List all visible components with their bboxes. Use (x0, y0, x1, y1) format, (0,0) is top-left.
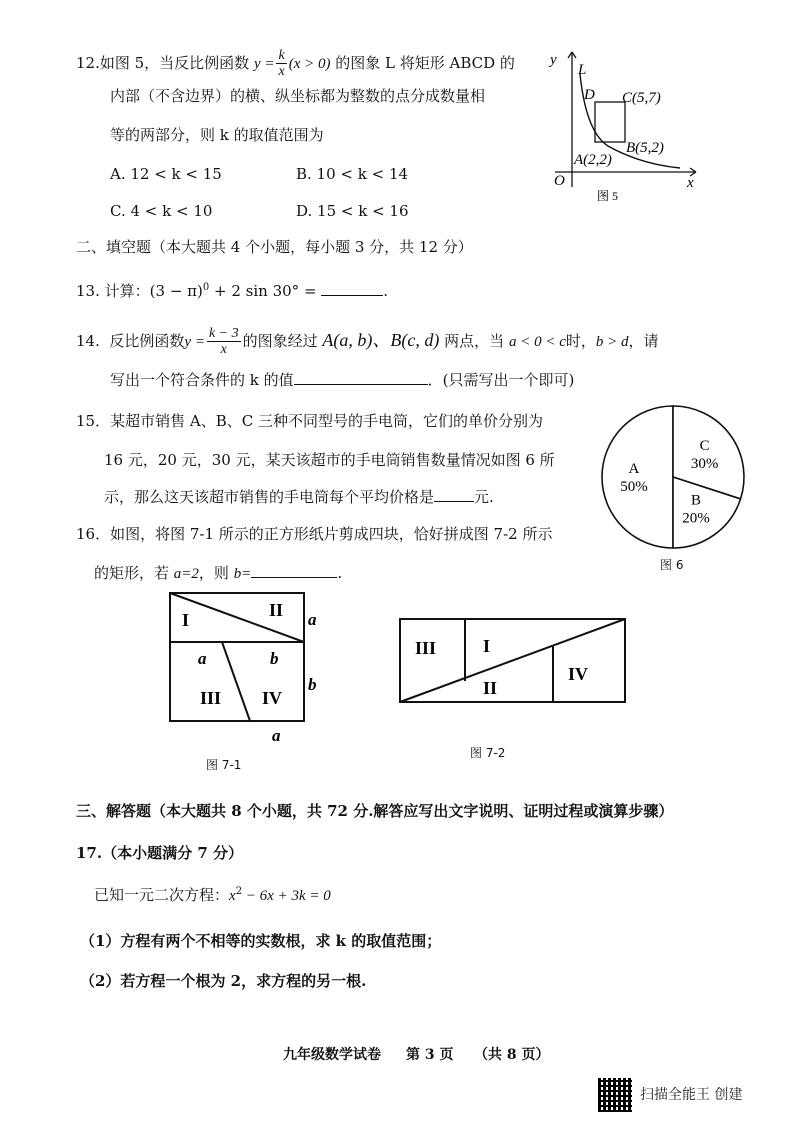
pie-slices (602, 406, 744, 548)
q17-intro: 已知一元二次方程：$x^2 - 6x + 3k = 0$ (94, 886, 331, 904)
figure-7-2 (395, 612, 635, 712)
inner-b-label: b (270, 649, 279, 668)
q17-part-1: （1）方程有两个不相等的实数根，求 k 的取值范围； (80, 932, 442, 950)
figure-7-1-caption: 图 7-1 (206, 758, 242, 772)
piece-iii-label: III (415, 638, 437, 658)
piece-iii-label: III (200, 688, 222, 708)
piece-iv-label: IV (568, 664, 589, 684)
point-b-label: B(5,2) (626, 140, 664, 156)
q16-line1: 16．如图，将图 7-1 所示的正方形纸片剪成四块，恰好拼成图 7-2 所示 (76, 525, 553, 543)
figure-7-1 (160, 588, 340, 748)
pie-category-label-a: A (628, 461, 640, 477)
q13: 13. 计算：$(3 - \pi)^0 + 2$ sin 30° = . (76, 282, 389, 300)
point-c-label: C(5,7) (622, 90, 661, 106)
q14-line2: 写出一个符合条件的 k 的值 ．(只需写出一个即可) (110, 371, 575, 389)
piece-iv-label: IV (262, 688, 283, 708)
q16-line2: 的矩形，若 a=2，则 b= . (94, 564, 343, 582)
q13-answer-blank[interactable] (321, 283, 383, 296)
figure-7-2-caption: 图 7-2 (470, 746, 506, 760)
q15-line2: 16 元，20 元，30 元，某天该超市的手电筒销售数量情况如图 6 所 (104, 451, 555, 469)
q17-header: 17.（本小题满分 7 分） (76, 844, 243, 862)
figure-6-caption: 图 6 (660, 558, 684, 572)
piece-i-label: I (483, 636, 491, 656)
pie-category-label-b: B (690, 492, 701, 509)
piece-ii-label: II (269, 600, 284, 620)
q12-line3: 等的两部分，则 k 的取值范围为 (110, 126, 324, 144)
q12-line2: 内部（不含边界）的横、纵坐标都为整数的点分成数量相 (110, 87, 486, 105)
pie-value-label-a: 50% (620, 479, 648, 495)
square-outline (170, 593, 304, 721)
footer-page: 第 3 页 (406, 1047, 454, 1063)
q15-answer-blank[interactable] (434, 489, 474, 502)
q15-line3: 示，那么这天该超市销售的手电筒每个平均价格是 元. (104, 488, 494, 506)
piece-i-label: I (182, 610, 190, 630)
q12-option-c: C. 4 < k < 10 (110, 202, 213, 220)
rectangle-abcd (595, 102, 625, 142)
section-3-heading: 三、解答题（本大题共 8 个小题，共 72 分.解答应写出文字说明、证明过程或演算步骤） (76, 802, 674, 820)
section-2-heading: 二、填空题（本大题共 4 个小题，每小题 3 分，共 12 分） (76, 238, 473, 256)
figure-5 (540, 42, 710, 207)
q12-option-b: B. 10 < k < 14 (296, 165, 409, 183)
q14-line1: 14. 反比例函数y = $\frac{k - 3}{x}$ 的图象经过 A(a, b)、B(c, d) 两点，当 a < 0 < c时，b > d，请 (76, 326, 659, 358)
bottom-a-label: a (272, 726, 281, 745)
pie-slice-a (602, 406, 673, 548)
q14-answer-blank[interactable] (294, 372, 428, 385)
x-label: x (687, 175, 694, 191)
q12-line1: 12.如图 5，当反比例函数 y = $\frac{k}{x}$ (x > 0) 的图象 L 将矩形 ABCD 的 (76, 48, 515, 80)
point-a-label: A(2,2) (574, 152, 612, 168)
footer-total: （共 8 页） (474, 1047, 550, 1063)
pie-value-label-c: 30% (690, 456, 719, 473)
q12-option-d: D. 15 < k < 16 (296, 202, 409, 220)
pie-category-label-c: C (699, 438, 710, 455)
y-label: y (550, 52, 557, 68)
point-d-label: D (584, 87, 595, 103)
piece-ii-label: II (483, 678, 498, 698)
curve-label: L (578, 62, 587, 78)
side-b-label: b (308, 675, 317, 694)
figure-5-caption: 图 5 (597, 189, 619, 203)
q15-line1: 15．某超市销售 A、B、C 三种不同型号的手电筒，它们的单价分别为 (76, 412, 543, 430)
figure-6-pie-chart (598, 402, 748, 552)
q12-option-a: A. 12 < k < 15 (110, 165, 222, 183)
q16-answer-blank[interactable] (251, 565, 337, 578)
scanner-watermark: 扫描全能王 创建 (640, 1087, 743, 1103)
diagonal-cut (170, 593, 304, 642)
inner-a-label: a (198, 649, 207, 668)
qr-code-icon (598, 1078, 632, 1112)
diagonal-cut (400, 619, 625, 702)
q17-part-2: （2）若方程一个根为 2，求方程的另一根. (80, 972, 367, 990)
pie-value-label-b: 20% (682, 510, 710, 527)
footer-title: 九年级数学试卷 (283, 1047, 381, 1063)
side-a-label: a (308, 610, 317, 629)
origin-label: O (554, 173, 565, 189)
slanted-cut (222, 642, 250, 721)
